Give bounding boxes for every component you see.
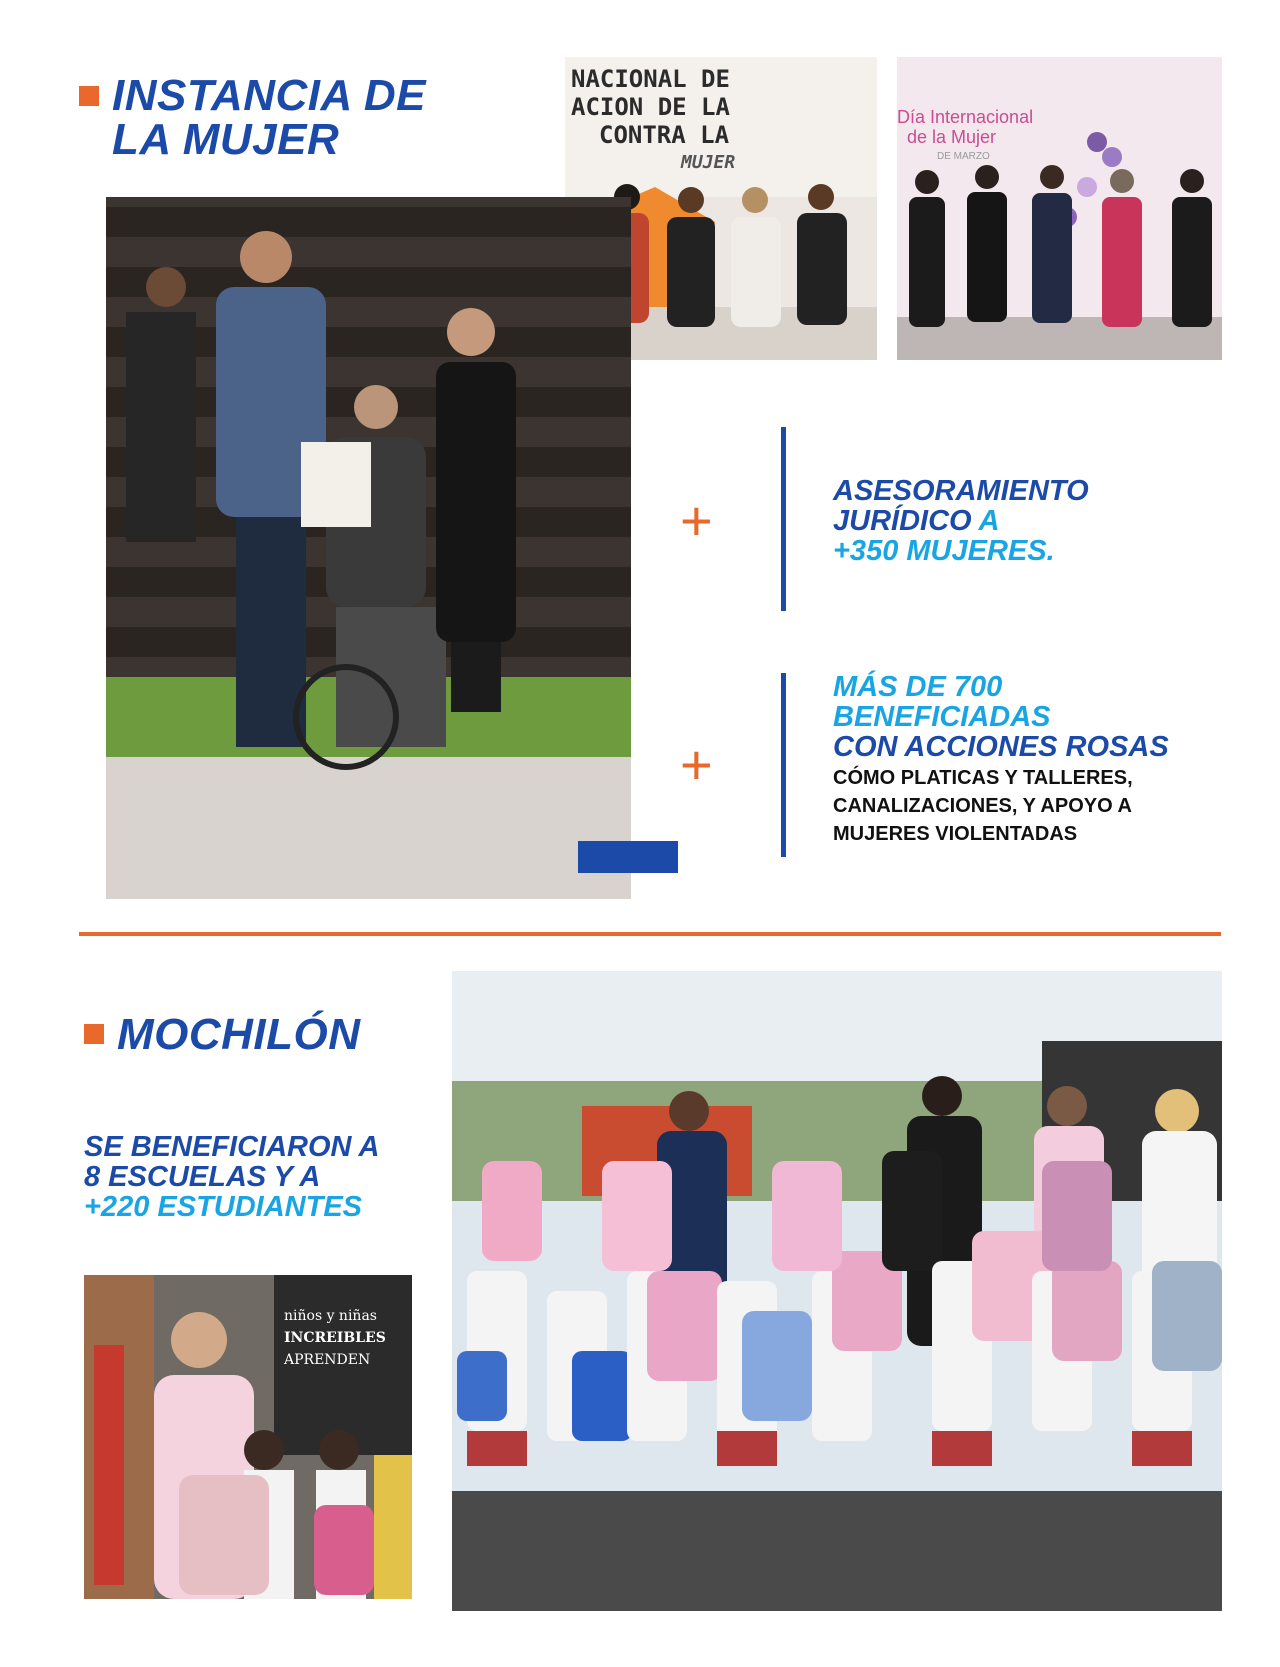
- womens-day-text-1: Día Internacional: [897, 107, 1034, 127]
- stat-legal-line2a: JURÍDICO: [833, 505, 972, 537]
- stat-pink-desc3: MUJERES VIOLENTADAS: [833, 823, 1078, 845]
- plus-icon: +: [680, 489, 713, 552]
- section-divider: [79, 932, 1221, 936]
- stat-legal-line2b: A: [971, 505, 1000, 537]
- divider-bar: [781, 427, 786, 611]
- stat-pink-actions: [833, 672, 1169, 848]
- blue-accent-block: [578, 841, 678, 873]
- stat-schools: [84, 1132, 379, 1222]
- chalk-text-3: APRENDEN: [284, 1352, 371, 1368]
- banner-text-1: NACIONAL DE: [571, 65, 730, 93]
- stat-pink-desc1: CÓMO PLATICAS Y TALLERES,: [833, 767, 1133, 789]
- photo-backpack-girl: [84, 1275, 412, 1599]
- section-bullet: [79, 86, 99, 106]
- section-bullet: [84, 1024, 104, 1044]
- photo-womens-day: [897, 57, 1222, 360]
- section-title: [112, 71, 426, 164]
- stat-legal-line1: ASESORAMIENTO: [833, 475, 1089, 507]
- section-title-mochilon: MOCHILÓN: [117, 1010, 361, 1059]
- section-title-line2: LA MUJER: [112, 115, 340, 164]
- section-title-line1: INSTANCIA DE: [112, 71, 426, 120]
- stat-legal-advice: [833, 476, 1089, 566]
- stat-legal-line3: +350 MUJERES.: [833, 535, 1055, 567]
- photo-certificate-graphic: [106, 197, 631, 899]
- chalk-text-2: INCREIBLES: [284, 1330, 386, 1346]
- womens-day-text-2: de la Mujer: [907, 127, 997, 147]
- divider-bar: [781, 673, 786, 857]
- stat-pink-desc2: CANALIZACIONES, Y APOYO A: [833, 795, 1132, 817]
- photo-students-group-graphic: [452, 971, 1222, 1611]
- chalk-text-1: niños y niñas: [284, 1308, 377, 1324]
- photo-students-group: [452, 971, 1222, 1611]
- photo-womens-day-graphic: [897, 57, 1222, 360]
- banner-text-4: MUJER: [681, 152, 736, 173]
- stat-schools-line3: +220 ESTUDIANTES: [84, 1191, 363, 1223]
- womens-day-text-3: DE MARZO: [937, 151, 990, 162]
- stat-schools-line2: 8 ESCUELAS Y A: [84, 1161, 321, 1193]
- photo-certificate-delivery: [106, 197, 631, 899]
- banner-text-3: CONTRA LA: [599, 121, 730, 149]
- plus-icon: +: [680, 733, 713, 796]
- stat-pink-line3: CON ACCIONES ROSAS: [833, 731, 1169, 763]
- banner-text-2: ACION DE LA: [571, 93, 730, 121]
- stat-schools-line1: SE BENEFICIARON A: [84, 1131, 380, 1163]
- stat-pink-line1: MÁS DE 700: [833, 671, 1003, 703]
- stat-pink-line2: BENEFICIADAS: [833, 701, 1051, 733]
